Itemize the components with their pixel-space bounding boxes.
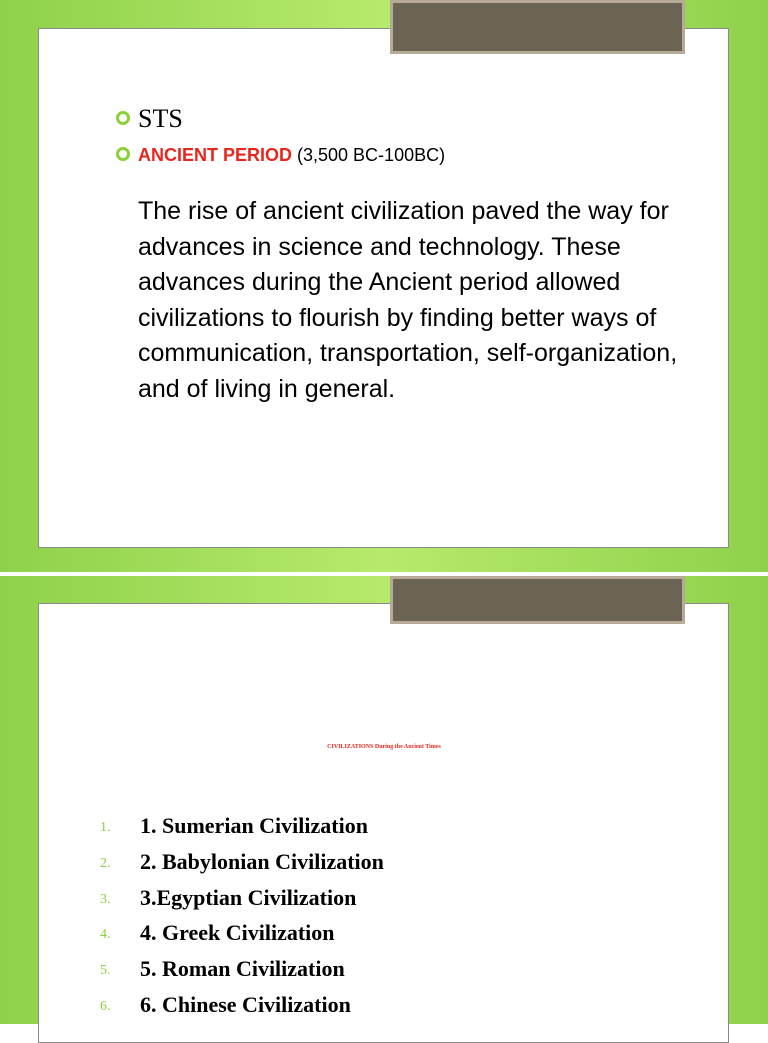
- period-range: (3,500 BC-100BC): [292, 145, 446, 165]
- sts-heading: STS: [138, 104, 183, 133]
- list-label: 6. Chinese Civilization: [140, 991, 351, 1017]
- slide-2-title-tab: [390, 576, 685, 624]
- list-number: 3.: [100, 891, 111, 907]
- list-number: 5.: [100, 963, 111, 979]
- list-label: 2. Babylonian Civilization: [140, 848, 384, 874]
- slide-1-title-tab: [390, 0, 685, 54]
- list-label: 4. Greek Civilization: [140, 920, 335, 946]
- period-line: [138, 145, 445, 166]
- slide-2-title: CIVILIZATIONS During the Ancient Times: [327, 744, 441, 750]
- list-number: 1.: [100, 820, 111, 835]
- list-label: 1. Sumerian Civilization: [140, 813, 368, 838]
- slide-1-paragraph: The rise of ancient civilization paved the way for advances in science and technology. These advances during the Ancient period allowed civilizations to flourish by finding better ways of communication, transportation, self-organization, and of living in general.: [138, 197, 678, 403]
- list-number: 4.: [100, 927, 111, 943]
- circle-bullet-icon: [116, 111, 130, 125]
- period-label: ANCIENT PERIOD: [138, 145, 293, 165]
- list-number: 2.: [100, 855, 111, 871]
- list-label: 3.Egyptian Civilization: [140, 884, 357, 910]
- list-number: 6.: [100, 998, 111, 1014]
- circle-bullet-icon: [116, 147, 130, 161]
- list-label: 5. Roman Civilization: [140, 956, 345, 982]
